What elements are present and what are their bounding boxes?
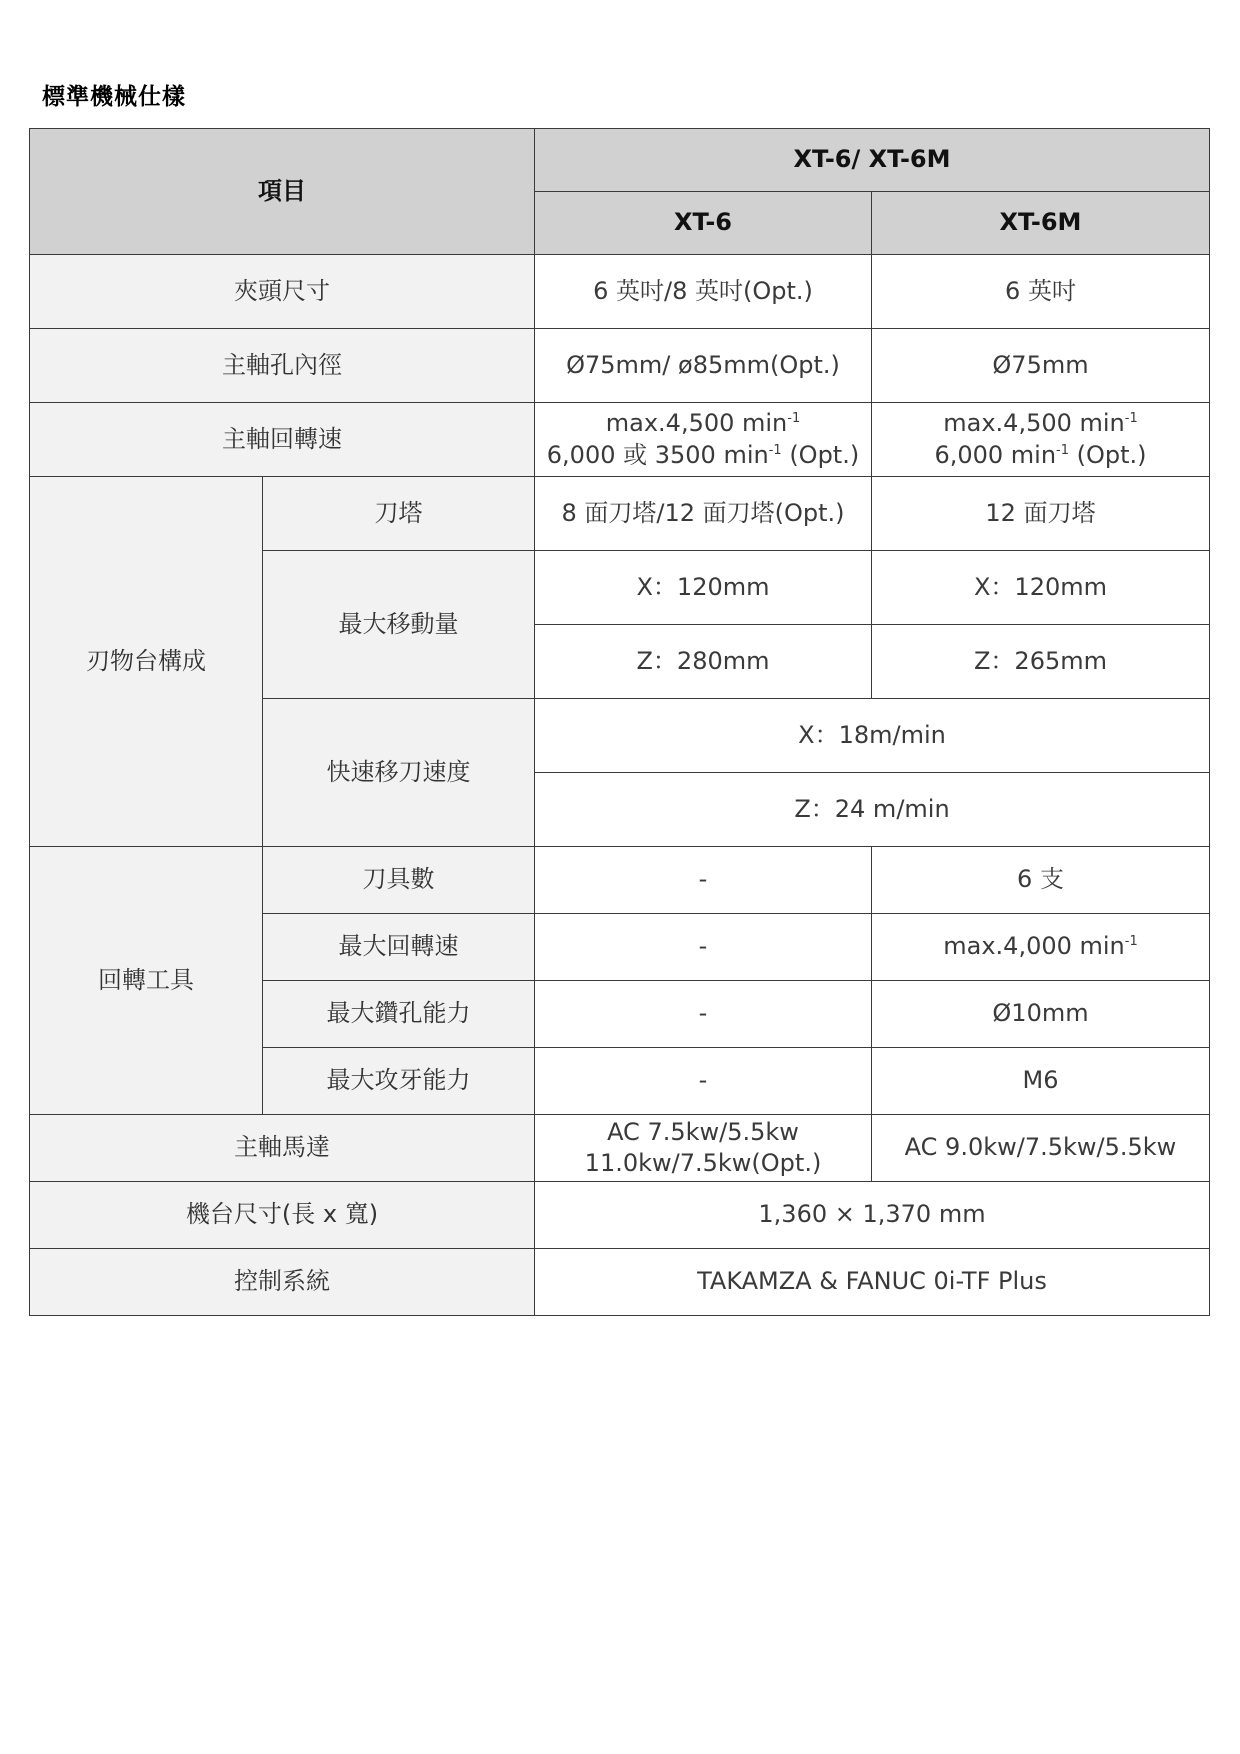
header-item: 項目 (30, 129, 535, 255)
row-turret-label: 刀塔 (263, 477, 535, 551)
row-tap-label: 最大攻牙能力 (263, 1048, 535, 1115)
row-bore (30, 329, 1210, 403)
speed-xt6m-line1 (876, 408, 1205, 439)
row-tools-xt6: - (535, 847, 872, 914)
unit-exponent: -1 (1124, 934, 1138, 950)
speed-xt6-line1-text: max.4,500 min (605, 409, 788, 438)
row-tool-speed-xt6m (872, 914, 1210, 981)
row-tools (30, 847, 1210, 914)
row-footprint (30, 1182, 1210, 1249)
row-motor-label: 主軸馬達 (30, 1115, 535, 1182)
row-spindle-speed-label: 主軸回轉速 (30, 403, 535, 477)
row-rapid-x-value: X：18m/min (535, 699, 1210, 773)
page-title: 標準機械仕樣 (42, 84, 186, 110)
row-tool-speed-xt6: - (535, 914, 872, 981)
row-travel-x-xt6m: X：120mm (872, 551, 1210, 625)
spec-table (29, 128, 1210, 1316)
row-motor (30, 1115, 1210, 1182)
header-row-1 (30, 129, 1210, 192)
speed-xt6-line2 (539, 440, 867, 471)
row-chuck (30, 255, 1210, 329)
header-col-xt6: XT-6 (535, 192, 872, 255)
row-spindle-speed (30, 403, 1210, 477)
row-travel-x-xt6: X：120mm (535, 551, 872, 625)
row-rapid-z-value: Z：24 m/min (535, 773, 1210, 847)
row-tool-speed-label: 最大回轉速 (263, 914, 535, 981)
speed-xt6m-line1-text: max.4,500 min (943, 409, 1125, 438)
row-bore-xt6: Ø75mm/ ø85mm(Opt.) (535, 329, 872, 403)
unit-exponent: -1 (1056, 442, 1070, 458)
row-bore-label: 主軸孔內徑 (30, 329, 535, 403)
row-travel-z-xt6m: Z：265mm (872, 625, 1210, 699)
motor-xt6-line2: 11.0kw/7.5kw(Opt.) (584, 1149, 822, 1177)
row-chuck-xt6: 6 英吋/8 英吋(Opt.) (535, 255, 872, 329)
row-chuck-label: 夾頭尺寸 (30, 255, 535, 329)
header-col-xt6m: XT-6M (872, 192, 1210, 255)
unit-exponent: -1 (768, 442, 782, 458)
row-travel-label: 最大移動量 (263, 551, 535, 699)
speed-xt6m-line2-text: 6,000 min (934, 440, 1057, 469)
tool-speed-xt6m-text: max.4,000 min (943, 932, 1125, 961)
row-bore-xt6m: Ø75mm (872, 329, 1210, 403)
motor-xt6-line1: AC 7.5kw/5.5kw (607, 1117, 799, 1146)
row-tap-xt6m: M6 (872, 1048, 1210, 1115)
row-spindle-speed-xt6 (535, 403, 872, 477)
unit-exponent: -1 (787, 411, 801, 427)
row-drill-xt6: - (535, 981, 872, 1048)
speed-xt6-line2-opt: (Opt.) (781, 440, 860, 469)
group-rotary-tool-label: 回轉工具 (30, 847, 263, 1115)
unit-exponent: -1 (1124, 411, 1138, 427)
row-turret (30, 477, 1210, 551)
row-tools-xt6m: 6 支 (872, 847, 1210, 914)
speed-xt6-line2-text: 6,000 或 3500 min (546, 440, 769, 469)
speed-xt6m-line2-opt: (Opt.) (1069, 440, 1147, 469)
speed-xt6m-line2 (876, 440, 1205, 471)
row-turret-xt6: 8 面刀塔/12 面刀塔(Opt.) (535, 477, 872, 551)
row-drill-xt6m: Ø10mm (872, 981, 1210, 1048)
speed-xt6-line1 (539, 408, 867, 439)
row-motor-xt6 (535, 1115, 872, 1182)
row-control-label: 控制系統 (30, 1249, 535, 1316)
row-footprint-label: 機台尺寸(長 x 寬) (30, 1182, 535, 1249)
row-spindle-speed-xt6m (872, 403, 1210, 477)
row-rapid-label: 快速移刀速度 (263, 699, 535, 847)
row-tools-label: 刀具數 (263, 847, 535, 914)
row-turret-xt6m: 12 面刀塔 (872, 477, 1210, 551)
header-group: XT-6/ XT-6M (535, 129, 1210, 192)
row-control-value: TAKAMZA & FANUC 0i-TF Plus (535, 1249, 1210, 1316)
row-control (30, 1249, 1210, 1316)
row-motor-xt6m: AC 9.0kw/7.5kw/5.5kw (872, 1115, 1210, 1182)
row-chuck-xt6m: 6 英吋 (872, 255, 1210, 329)
row-footprint-value: 1,360 × 1,370 mm (535, 1182, 1210, 1249)
group-tool-post-label: 刃物台構成 (30, 477, 263, 847)
row-travel-z-xt6: Z：280mm (535, 625, 872, 699)
row-tap-xt6: - (535, 1048, 872, 1115)
row-drill-label: 最大鑽孔能力 (263, 981, 535, 1048)
